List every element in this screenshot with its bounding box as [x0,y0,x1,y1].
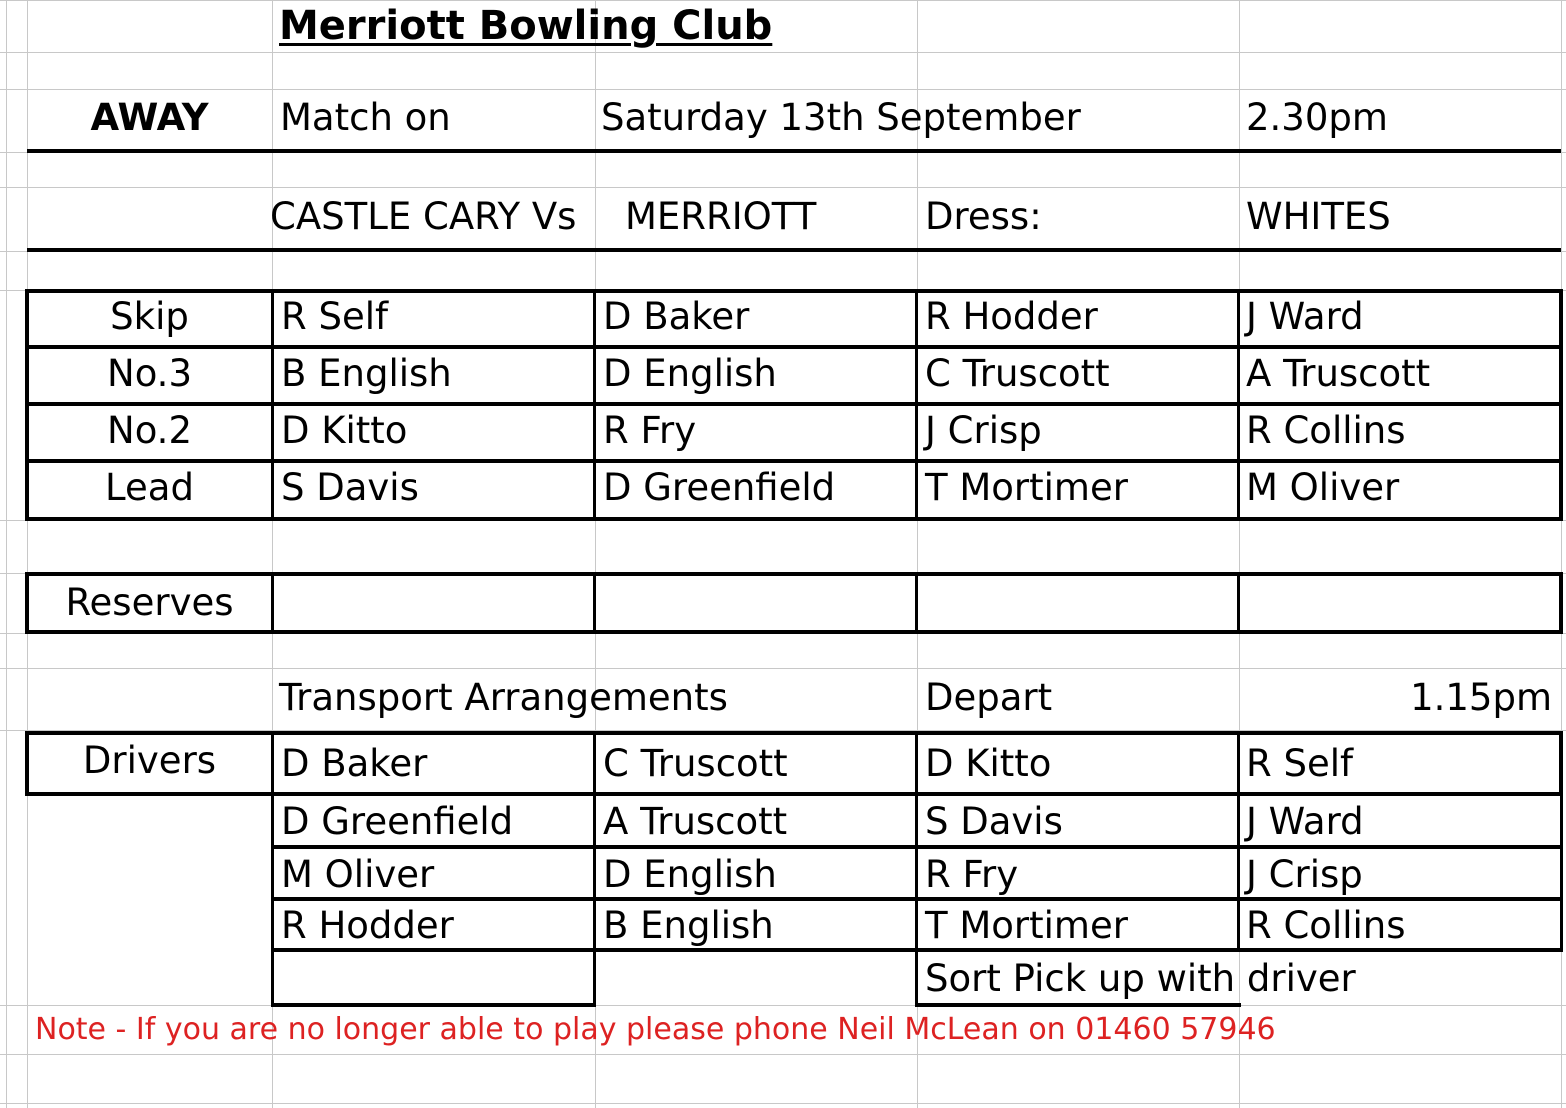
player-name: R Self [281,295,389,338]
match-on-label: Match on [280,96,451,139]
player-name: D Baker [603,295,750,338]
passenger-name: J Ward [1246,800,1364,843]
dress-code: WHITES [1246,195,1391,238]
driver-name: R Self [1246,742,1354,785]
passenger-name: T Mortimer [925,904,1128,947]
club-title: Merriott Bowling Club [279,3,773,49]
position-label: No.2 [107,409,192,452]
driver-name: D Kitto [925,742,1052,785]
venue-label: AWAY [90,96,209,139]
player-name: R Hodder [925,295,1098,338]
driver-name: D Baker [281,742,428,785]
fixture-underline [27,248,1561,252]
contact-note: Note - If you are no longer able to play please phone Neil McLean on 01460 57946 [35,1012,1276,1047]
dress-label: Dress: [925,195,1042,238]
reserves-label: Reserves [65,581,234,624]
passenger-name: A Truscott [603,800,788,843]
position-label: Lead [105,466,194,509]
player-name: R Fry [603,409,697,452]
player-name: C Truscott [925,352,1110,395]
passenger-name: D English [603,853,777,896]
passenger-name: J Crisp [1246,853,1363,896]
player-name: S Davis [281,466,419,509]
position-label: No.3 [107,352,192,395]
player-name: R Collins [1246,409,1406,452]
player-name: J Crisp [925,409,1042,452]
passenger-name: R Hodder [281,904,454,947]
player-name: J Ward [1246,295,1364,338]
passenger-name: R Collins [1246,904,1406,947]
player-name: D English [603,352,777,395]
transport-title: Transport Arrangements [279,676,728,719]
driver-name: C Truscott [603,742,788,785]
header-underline [27,149,1561,153]
away-team: MERRIOTT [625,195,817,238]
player-name: D Kitto [281,409,408,452]
position-label: Skip [110,295,189,338]
passenger-name: B English [603,904,774,947]
passenger-name: D Greenfield [281,800,514,843]
player-name: A Truscott [1246,352,1431,395]
player-name: D Greenfield [603,466,836,509]
depart-label: Depart [925,676,1053,719]
drivers-label: Drivers [82,739,217,782]
match-date: Saturday 13th September [601,96,1081,139]
passenger-name: R Fry [925,853,1019,896]
passenger-name: S Davis [925,800,1063,843]
player-name: B English [281,352,452,395]
match-time: 2.30pm [1246,96,1388,139]
player-name: M Oliver [1246,466,1400,509]
player-name: T Mortimer [925,466,1128,509]
passenger-name: M Oliver [281,853,435,896]
home-team: CASTLE CARY Vs [270,195,577,238]
pickup-note: Sort Pick up with driver [925,957,1356,1000]
depart-time: 1.15pm [1410,676,1552,719]
